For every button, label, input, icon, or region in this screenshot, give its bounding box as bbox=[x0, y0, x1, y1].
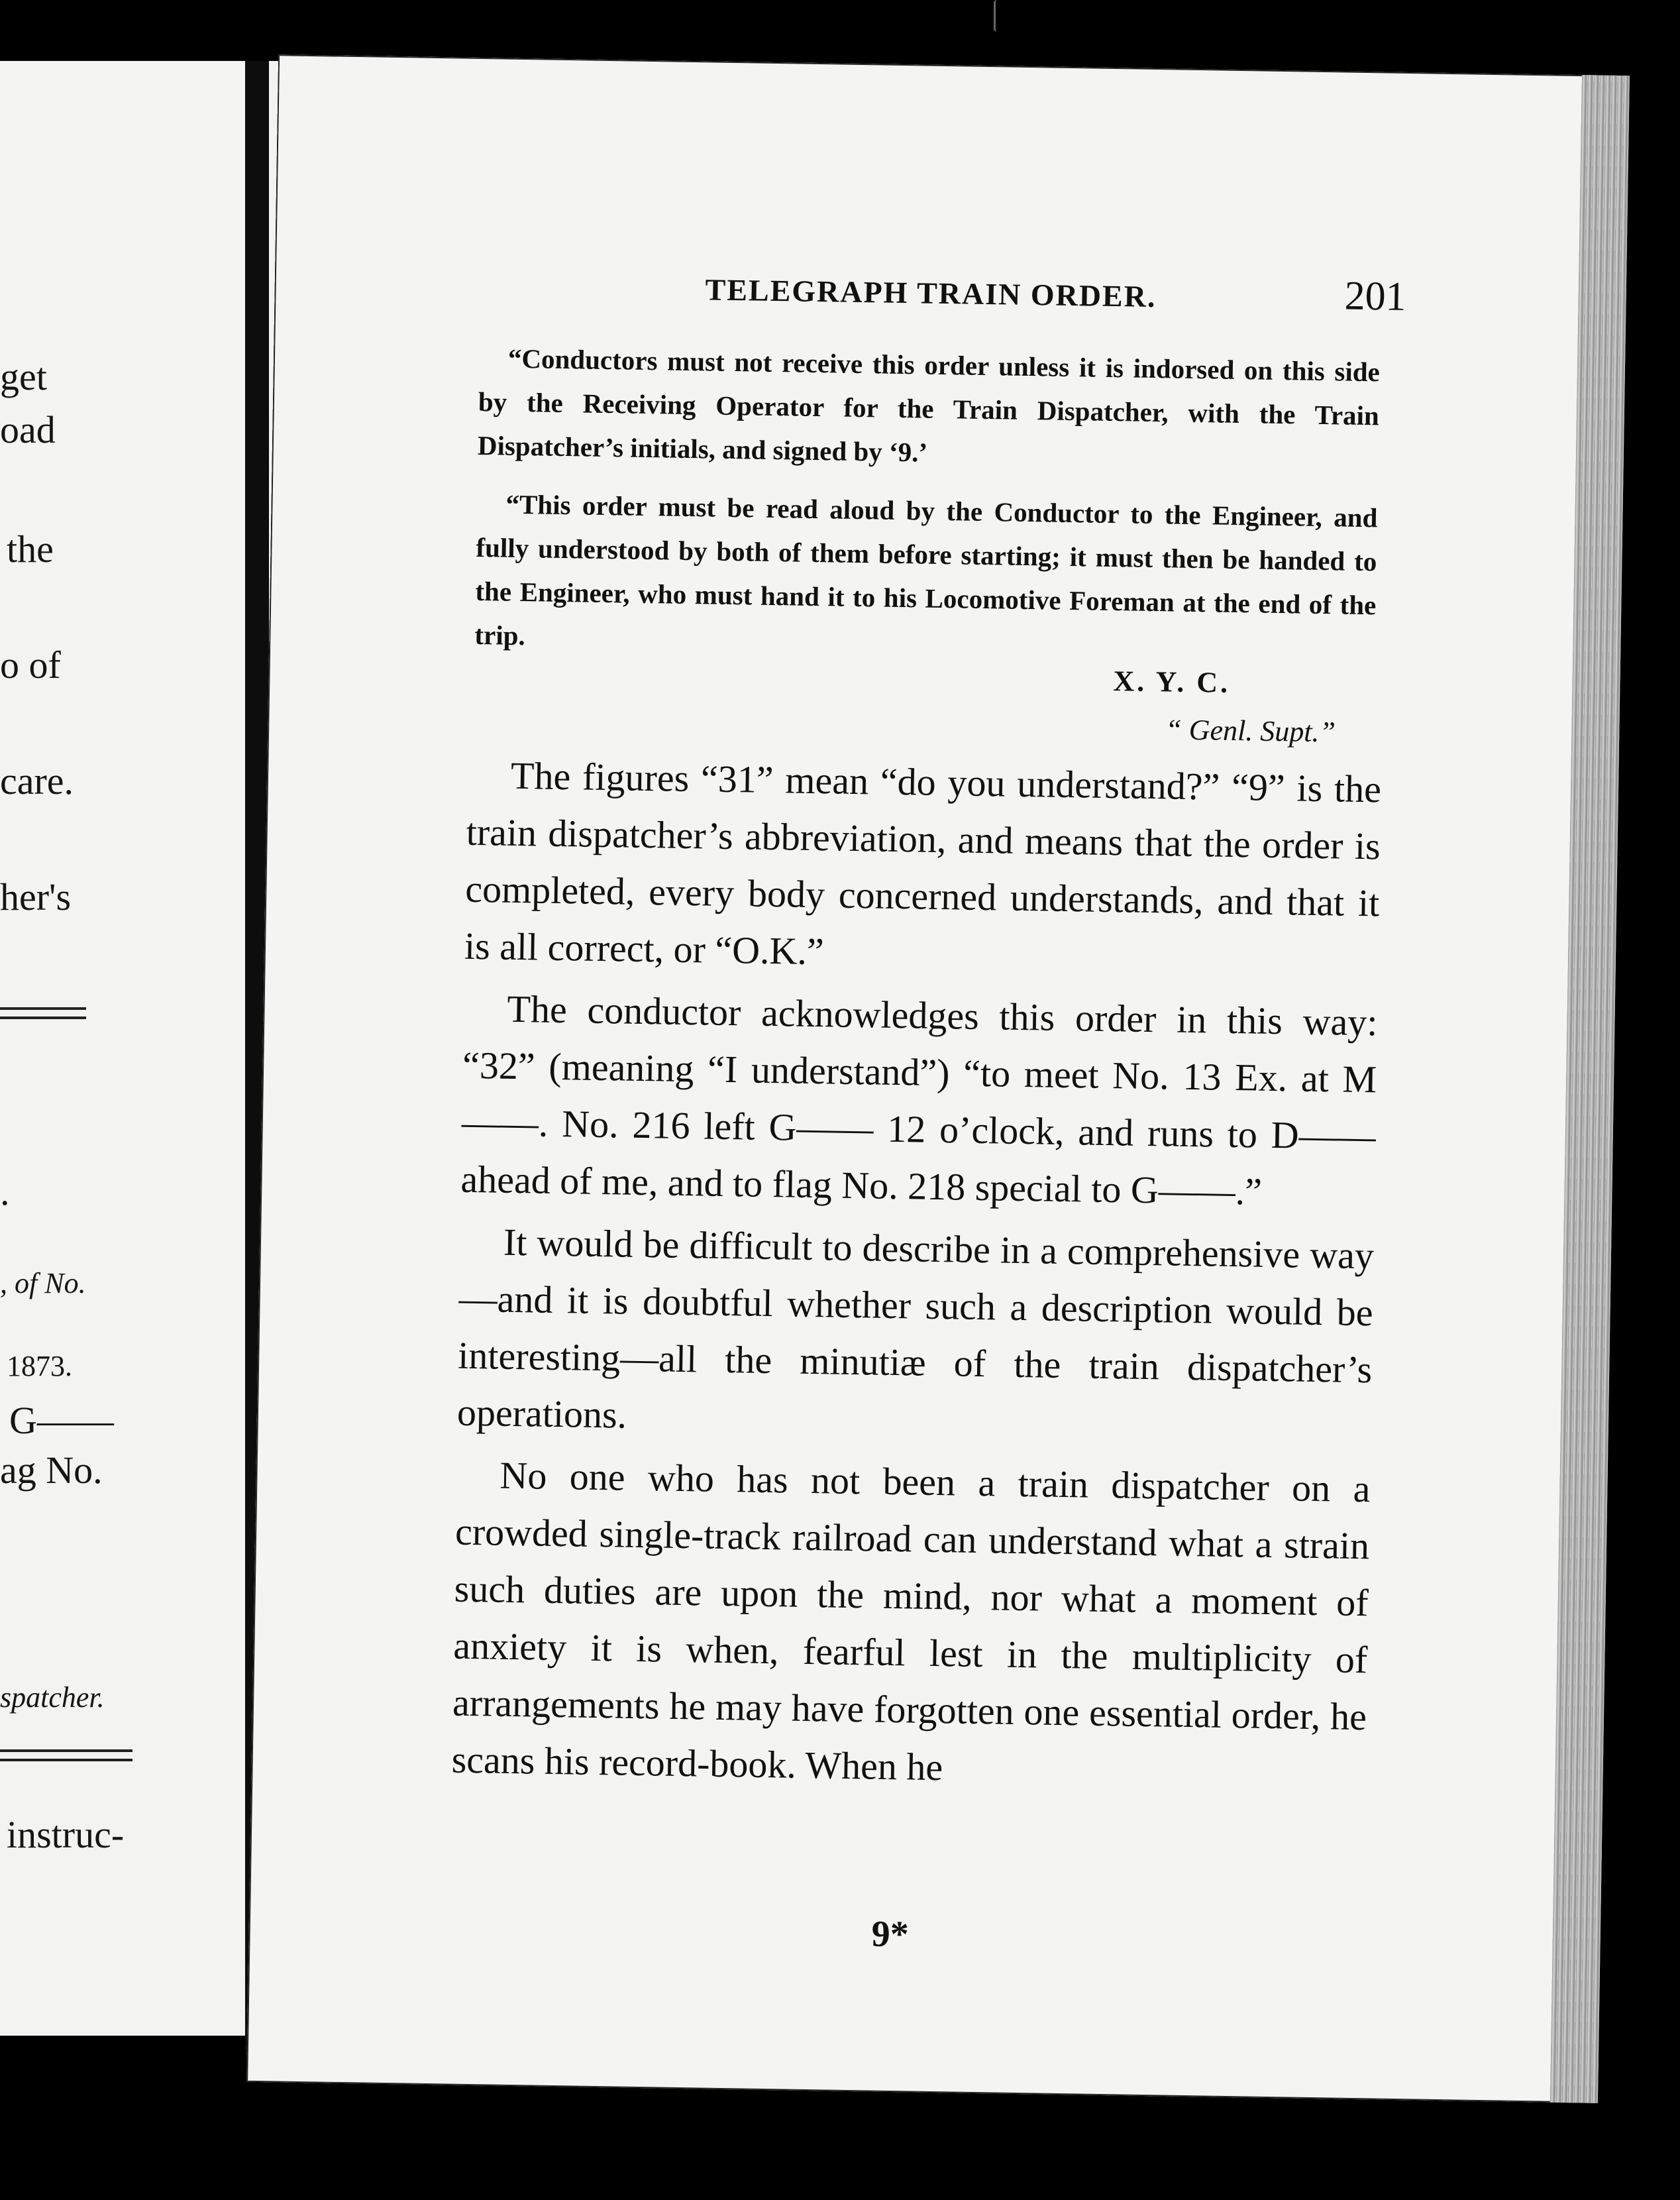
left-page-fragment: ag No. bbox=[0, 1449, 103, 1492]
order-text: “Conductors must not receive this order unless it is indorsed on this side by the Receiving Operator for the Train Dispatcher, with the Train Dispatcher’s initials, and signed by ‘9.’ bbox=[477, 343, 1381, 468]
train-order-paragraph bbox=[474, 482, 1378, 671]
left-page-fragment: . bbox=[0, 1170, 10, 1213]
left-page-fragment: o of bbox=[0, 643, 61, 687]
body-paragraph: The conductor acknowledges this order in this way: “32” (meaning “I understand”) “to meet No. 13 Ex. at M——. No. 216 left G—— 12 o’clock, and runs to D—— ahead of me, and to flag No. 218 special to G——.” bbox=[460, 987, 1378, 1213]
left-page-fragment: get bbox=[0, 355, 47, 398]
left-page-rule bbox=[0, 1749, 132, 1752]
left-page-fragment: instruc- bbox=[7, 1813, 125, 1856]
left-page-fragment: , of No. bbox=[0, 1267, 86, 1299]
left-page-fragment: spatcher. bbox=[0, 1681, 105, 1714]
body-text bbox=[451, 747, 1382, 1808]
left-page-fragment: care. bbox=[0, 759, 74, 802]
order-signature-title: “ Genl. Supt.” bbox=[1165, 713, 1336, 749]
right-page bbox=[246, 54, 1630, 2103]
left-page-fragment: 1873. bbox=[7, 1350, 72, 1382]
order-signature-initials: X. Y. C. bbox=[1113, 665, 1231, 699]
left-page-rule bbox=[0, 1759, 132, 1761]
page-number: 201 bbox=[1344, 273, 1407, 319]
left-page-fragment: her's bbox=[0, 875, 72, 918]
left-page bbox=[0, 61, 285, 2036]
running-head: TELEGRAPH TRAIN ORDER. bbox=[705, 272, 1157, 314]
order-text: “This order must be read aloud by the Conductor to the Engineer, and fully understood by both of them before starting; it must then be handed to the Engineer, who must hand it to his Locomotive Foreman at the end of the trip. bbox=[474, 488, 1378, 651]
left-page-fragment: G—— bbox=[9, 1399, 114, 1442]
body-paragraph: No one who has not been a train dispatcher on a crowded single-track railroad can understand what a strain such duties are upon the mind, nor what a moment of anxiety it is when, fearful lest in the multiplicity of arrangements he may have forgotten one essential order, he scans his record-book. When he bbox=[451, 1453, 1371, 1789]
left-page-rule bbox=[0, 1007, 86, 1010]
signature-mark: 9* bbox=[871, 1913, 910, 1955]
body-paragraph: It would be difficult to describe in a comprehensive way—and it is doubtful whether such a description would be interesting—all the minutiæ of the train dispatcher’s operations. bbox=[456, 1220, 1375, 1437]
left-page-fragment: the bbox=[7, 527, 54, 571]
train-order-paragraph bbox=[477, 336, 1380, 481]
left-page-fragment: oad bbox=[0, 408, 56, 451]
page-edges bbox=[1550, 75, 1630, 2103]
scan-artifact bbox=[994, 0, 1000, 32]
body-paragraph: The figures “31” mean “do you understand?” “9” is the train dispatcher’s abbreviation, and means that the order is completed, every body concerned understands, and that it is all correct, or “O.K.” bbox=[464, 753, 1382, 973]
left-page-rule bbox=[0, 1017, 86, 1019]
